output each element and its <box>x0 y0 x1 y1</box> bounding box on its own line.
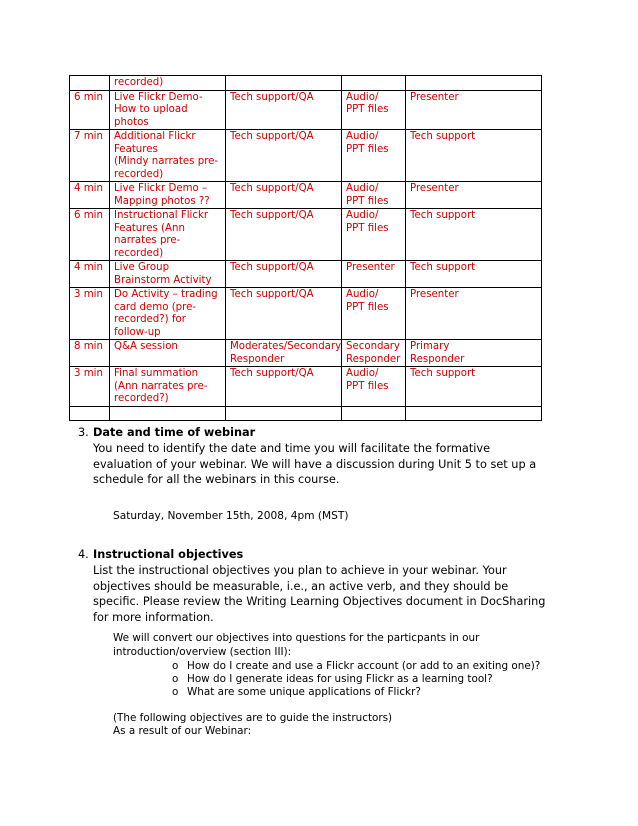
cell-text: Live Flickr Demo- <box>114 91 203 103</box>
activity-cell <box>110 130 226 182</box>
role-a-cell <box>342 209 406 261</box>
cell-text: Do Activity – trading <box>114 289 218 300</box>
cell-text: How to upload <box>114 104 188 115</box>
cell-text: Tech support/QA <box>230 262 314 273</box>
activity-cell <box>110 90 226 130</box>
cell-text: (Ann narrates pre- <box>114 380 208 392</box>
cell-text: Secondary <box>346 341 400 352</box>
role-a-cell <box>342 76 406 91</box>
cell-text: PPT files <box>346 301 389 313</box>
cell-text: recorded) <box>114 247 164 259</box>
cell-text: Audio/ <box>346 210 379 221</box>
tech-role-cell <box>226 288 342 340</box>
cell-text: Features <box>114 143 158 155</box>
cell-text: Brainstorm Activity <box>114 274 212 286</box>
schedule-table-body <box>70 76 542 421</box>
table-row <box>70 90 542 130</box>
cell-text: narrates pre- <box>114 235 181 246</box>
section-title: Instructional objectives <box>93 548 244 561</box>
paragraph-line: evaluation of your webinar. We will have a discussion during Unit 5 to set up a <box>93 458 537 471</box>
paragraph-line: for more information. <box>93 611 214 624</box>
cell-text: PPT files <box>346 104 389 115</box>
bullet-text: What are some unique applications of Flickr? <box>187 686 421 698</box>
table-row <box>70 340 542 367</box>
cell-text: Presenter <box>410 183 459 194</box>
cell-text: PPT files <box>346 195 389 207</box>
tech-role-cell <box>226 209 342 261</box>
tech-role-cell <box>226 76 342 91</box>
role-b-cell <box>406 367 542 407</box>
role-b-cell <box>406 130 542 182</box>
role-a-cell <box>342 90 406 130</box>
activity-cell <box>110 182 226 209</box>
paragraph-line: schedule for all the webinars in this course. <box>93 473 340 486</box>
cell-text: 8 min <box>74 341 103 352</box>
cell-text: Instructional Flickr <box>114 210 209 221</box>
cell-text: PPT files <box>346 380 389 392</box>
cell-text: Audio/ <box>346 289 379 300</box>
table-row <box>70 209 542 261</box>
cell-text: Responder <box>346 353 401 365</box>
cell-text: (Mindy narrates pre- <box>114 156 219 167</box>
bullet-circle-icon: o <box>172 673 179 685</box>
role-b-cell <box>406 288 542 340</box>
role-a-cell <box>342 288 406 340</box>
tech-role-cell <box>226 261 342 288</box>
cell-text: Responder <box>230 353 285 365</box>
cell-text: 4 min <box>74 183 103 194</box>
role-a-cell <box>342 182 406 209</box>
cell-text: Presenter <box>410 289 459 300</box>
cell-text: PPT files <box>346 143 389 155</box>
cell-text: Live Flickr Demo – <box>114 183 208 194</box>
cell-text: recorded?) <box>114 393 169 404</box>
bullet-circle-icon: o <box>172 660 179 672</box>
cell-text: Audio/ <box>346 131 379 142</box>
cell-text: Tech support/QA <box>230 289 314 300</box>
cell-text: Tech support/QA <box>230 368 314 379</box>
role-b-cell <box>406 261 542 288</box>
cell-text: recorded?) for <box>114 314 186 325</box>
closing-line: (The following objectives are to guide the instructors) <box>113 712 393 724</box>
webinar-date: Saturday, November 15th, 2008, 4pm (MST) <box>113 510 349 522</box>
objectives-intro-line: We will convert our objectives into questions for the particpants in our <box>113 632 480 644</box>
cell-text: Presenter <box>346 262 395 273</box>
cell-text: 7 min <box>74 131 103 142</box>
time-cell <box>70 367 110 407</box>
paragraph-line: objectives should be measurable, i.e., an active verb, and they should be <box>93 580 509 593</box>
cell-text: Additional Flickr <box>114 131 196 142</box>
cell-text: photos <box>114 116 149 128</box>
paragraph-line: You need to identify the date and time you will facilitate the formative <box>93 442 491 455</box>
activity-cell <box>110 367 226 407</box>
schedule-table <box>69 75 542 421</box>
cell-text: Audio/ <box>346 368 379 379</box>
table-row <box>70 367 542 407</box>
table-row <box>70 406 542 420</box>
role-b-cell <box>406 90 542 130</box>
tech-role-cell <box>226 340 342 367</box>
role-a-cell <box>342 261 406 288</box>
cell-text: Tech support/QA <box>230 91 314 103</box>
time-cell <box>70 340 110 367</box>
cell-text: Presenter <box>410 91 459 103</box>
time-cell <box>70 261 110 288</box>
paragraph-line: List the instructional objectives you plan to achieve in your webinar. Your <box>93 564 507 577</box>
cell-text: 6 min <box>74 91 103 103</box>
cell-text: Primary <box>410 341 450 352</box>
activity-cell <box>110 209 226 261</box>
cell-text: Q&A session <box>114 341 178 352</box>
activity-cell <box>110 288 226 340</box>
role-b-cell <box>406 209 542 261</box>
table-row <box>70 288 542 340</box>
activity-cell <box>110 406 226 420</box>
section-number: 3. <box>78 426 89 439</box>
cell-text: Tech support <box>410 210 476 221</box>
cell-text: 6 min <box>74 210 103 221</box>
time-cell <box>70 209 110 261</box>
role-b-cell <box>406 340 542 367</box>
cell-text: Features (Ann <box>114 222 185 234</box>
role-a-cell <box>342 340 406 367</box>
cell-text: recorded) <box>114 168 164 180</box>
section-title: Date and time of webinar <box>93 426 256 439</box>
objectives-intro-line: introduction/overview (section III): <box>113 646 292 658</box>
bullet-circle-icon: o <box>172 686 179 698</box>
activity-cell <box>110 76 226 91</box>
time-cell <box>70 90 110 130</box>
cell-text: Responder <box>410 353 465 365</box>
cell-text: Tech support/QA <box>230 183 314 194</box>
time-cell <box>70 288 110 340</box>
cell-text: Tech support/QA <box>230 131 314 142</box>
cell-text: Moderates/Secondary <box>230 341 342 352</box>
role-b-cell <box>406 406 542 420</box>
cell-text: recorded) <box>114 77 164 88</box>
cell-text: Audio/ <box>346 91 379 103</box>
paragraph-line: specific. Please review the Writing Learning Objectives document in DocSharing <box>93 595 546 608</box>
cell-text: card demo (pre- <box>114 301 197 313</box>
time-cell <box>70 76 110 91</box>
time-cell <box>70 406 110 420</box>
cell-text: 4 min <box>74 262 103 273</box>
cell-text: 3 min <box>74 368 103 379</box>
cell-text: Tech support/QA <box>230 210 314 221</box>
cell-text: Tech support <box>410 131 476 142</box>
role-a-cell <box>342 406 406 420</box>
bullet-text: How do I create and use a Flickr account (or add to an exiting one)? <box>187 660 541 672</box>
cell-text: Mapping photos ?? <box>114 195 210 207</box>
role-b-cell <box>406 76 542 91</box>
role-a-cell <box>342 130 406 182</box>
activity-cell <box>110 340 226 367</box>
role-a-cell <box>342 367 406 407</box>
activity-cell <box>110 261 226 288</box>
tech-role-cell <box>226 130 342 182</box>
section-number: 4. <box>78 548 89 561</box>
cell-text: Live Group <box>114 262 170 273</box>
cell-text: Tech support <box>410 368 476 379</box>
cell-text: PPT files <box>346 222 389 234</box>
cell-text: Final summation <box>114 368 199 379</box>
cell-text: Audio/ <box>346 183 379 194</box>
closing-line: As a result of our Webinar: <box>113 725 252 737</box>
cell-text: Tech support <box>410 262 476 273</box>
time-cell <box>70 182 110 209</box>
bullet-text: How do I generate ideas for using Flickr as a learning tool? <box>187 673 493 685</box>
tech-role-cell <box>226 90 342 130</box>
tech-role-cell <box>226 182 342 209</box>
role-b-cell <box>406 182 542 209</box>
table-row <box>70 182 542 209</box>
cell-text: 3 min <box>74 289 103 300</box>
time-cell <box>70 130 110 182</box>
table-row <box>70 76 542 91</box>
tech-role-cell <box>226 406 342 420</box>
cell-text: follow-up <box>114 326 161 338</box>
tech-role-cell <box>226 367 342 407</box>
table-row <box>70 130 542 182</box>
table-row <box>70 261 542 288</box>
